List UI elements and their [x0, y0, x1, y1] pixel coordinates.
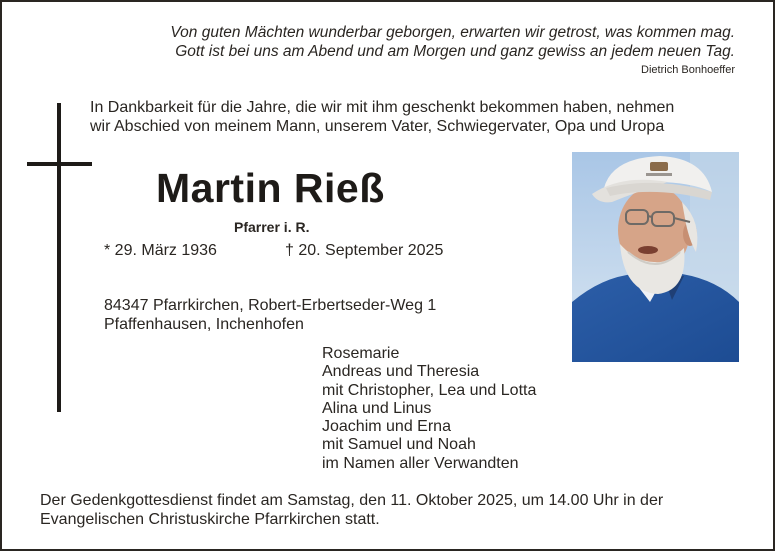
family-signatures [322, 345, 536, 473]
family-line-5: Joachim und Erna [322, 418, 451, 436]
quote-author: Dietrich Bonhoeffer [641, 64, 735, 76]
family-line-1: Rosemarie [322, 345, 400, 362]
footer-line-2: Evangelischen Christuskirche Pfarrkirchen statt. [40, 511, 380, 528]
deceased-title: Pfarrer i. R. [234, 219, 310, 235]
portrait-photo [572, 152, 739, 362]
intro-line-1: In Dankbarkeit für die Jahre, die wir mit ihm geschenkt bekommen haben, nehmen [90, 99, 675, 116]
cross-vertical-bar [57, 103, 61, 412]
address-line-1: 84347 Pfarrkirchen, Robert-Erbertseder-Weg 1 [104, 297, 437, 314]
address-block [104, 296, 436, 334]
intro-line-2: wir Abschied von meinem Mann, unserem Vater, Schwiegervater, Opa und Uropa [90, 118, 665, 135]
death-date: † 20. September 2025 [285, 242, 444, 259]
family-line-4: Alina und Linus [322, 399, 432, 417]
cross-horizontal-bar [27, 162, 92, 166]
quote-line-1: Von guten Mächten wunderbar geborgen, erwarten wir getrost, was kommen mag. [170, 24, 735, 41]
bible-quote [170, 23, 735, 61]
birth-date: * 29. März 1936 [104, 242, 217, 259]
memorial-service-note [40, 491, 663, 529]
address-line-2: Pfaffenhausen, Inchenhofen [104, 316, 304, 333]
family-line-6: mit Samuel und Noah [322, 436, 476, 454]
family-line-3: mit Christopher, Lea und Lotta [322, 381, 537, 399]
deceased-name: Martin Rieß [156, 165, 385, 211]
quote-line-2: Gott ist bei uns am Abend und am Morgen und ganz gewiss an jedem neuen Tag. [175, 43, 735, 60]
family-line-2: Andreas und Theresia [322, 363, 480, 381]
family-line-7: im Namen aller Verwandten [322, 454, 519, 472]
portrait-illustration [572, 152, 739, 362]
footer-line-1: Der Gedenkgottesdienst findet am Samstag, den 11. Oktober 2025, um 14.00 Uhr in der [40, 492, 664, 509]
intro-text [90, 98, 674, 136]
